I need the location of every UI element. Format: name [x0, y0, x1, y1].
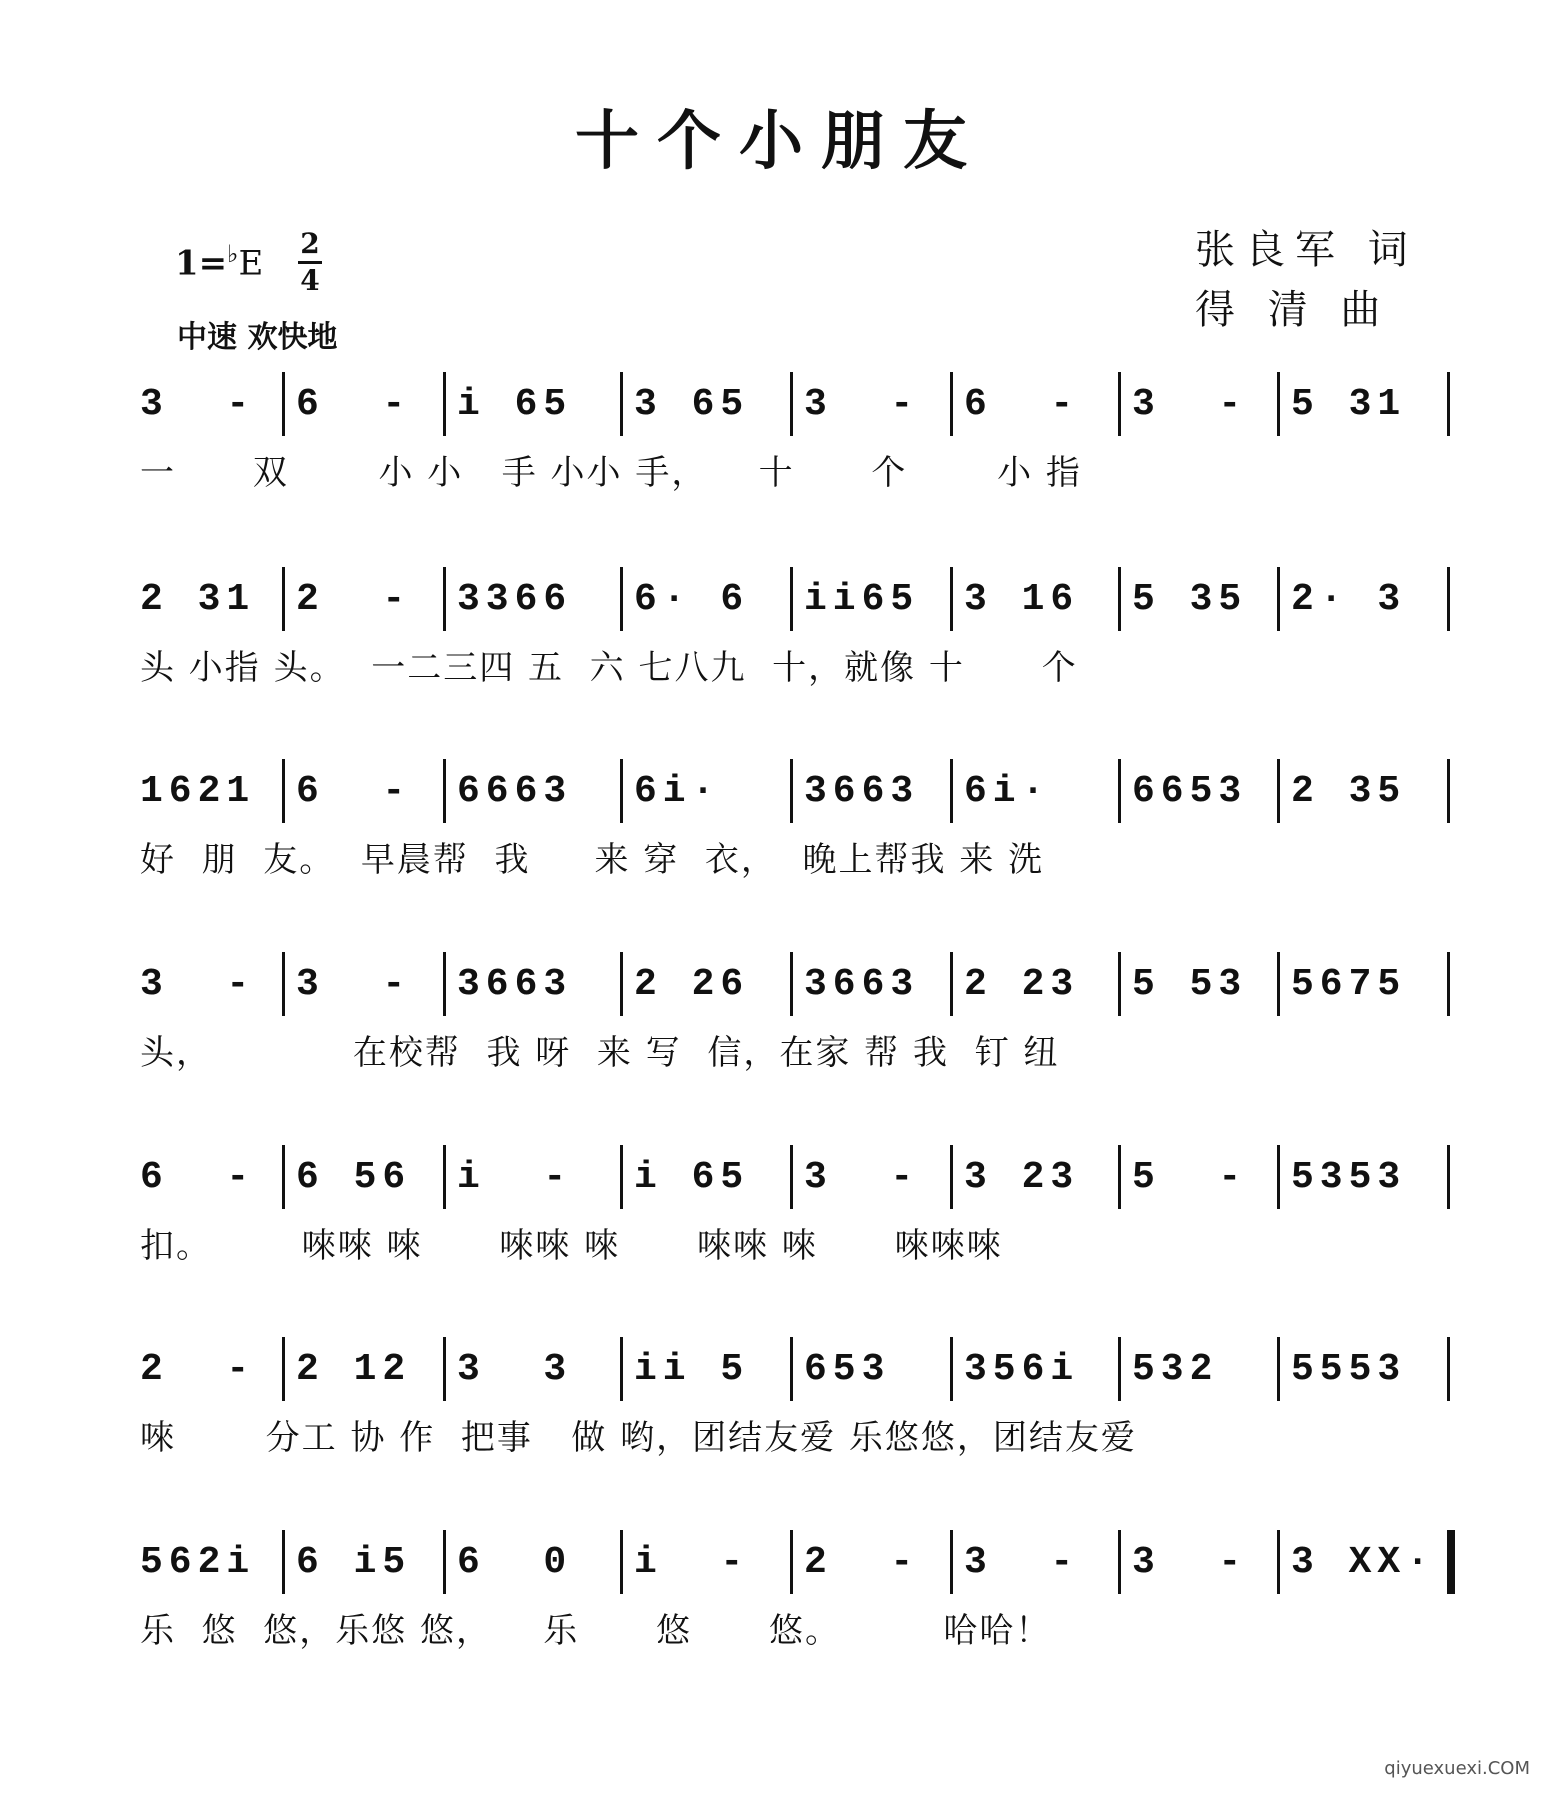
measure [457, 1143, 572, 1213]
barline [1277, 1530, 1280, 1594]
measure-notes: 1621 [140, 770, 256, 813]
barline [790, 372, 793, 436]
measure-notes: 3 XX· [1291, 1541, 1436, 1584]
measure [1291, 1528, 1435, 1598]
measure-notes: 562i [140, 1541, 256, 1584]
measure-notes: 3 - [296, 963, 412, 1006]
barline [790, 1145, 793, 1209]
notation-row [0, 565, 1560, 635]
measure-notes: 6 - [296, 770, 412, 813]
measure-notes: 2· 3 [1291, 578, 1407, 621]
watermark: qiyuexuexi.COM [1384, 1758, 1530, 1779]
barline [1118, 759, 1121, 823]
flat-sign: ♭ [227, 240, 239, 268]
measure-notes: i - [457, 1156, 573, 1199]
measure-notes: 6 0 [457, 1541, 573, 1584]
measure [1291, 1335, 1406, 1405]
measure [296, 1335, 411, 1405]
measure-notes: 2 - [804, 1541, 920, 1584]
lyrics-row [0, 835, 1560, 885]
lyrics-line: 好 朋 友。 早晨帮 我 来 穿 衣， 晚上帮我 来 洗 [140, 840, 1045, 880]
barline [282, 372, 285, 436]
barline [1118, 1530, 1121, 1594]
measure-notes: i 65 [457, 383, 573, 426]
barline [1447, 372, 1450, 436]
measure-notes: 3 - [140, 383, 256, 426]
measure [1291, 1143, 1406, 1213]
measure [457, 1528, 572, 1598]
measure [964, 370, 1079, 440]
measure-notes: 2 12 [296, 1348, 412, 1391]
measure-notes: 5675 [1291, 963, 1407, 1006]
measure [1291, 565, 1406, 635]
measure-notes: 6 - [140, 1156, 256, 1199]
notation-row [0, 757, 1560, 827]
measure [140, 1335, 255, 1405]
barline [1447, 1145, 1450, 1209]
barline [1447, 759, 1450, 823]
notation-row [0, 1528, 1560, 1598]
lyrics-line: 头 小指 头。 一二三四 五 六 七八九 十，就像 十 个 [140, 648, 1078, 688]
lyrics-line: 唻 分工 协 作 把事 做 哟，团结友爱 乐悠悠，团结友爱 [140, 1418, 1137, 1458]
barline [950, 1530, 953, 1594]
barline [950, 1145, 953, 1209]
barline [950, 372, 953, 436]
measure [296, 1528, 411, 1598]
measure [296, 757, 411, 827]
measure [804, 1143, 919, 1213]
barline [790, 1530, 793, 1594]
barline [282, 1337, 285, 1401]
measure [804, 757, 919, 827]
barline [1447, 1337, 1450, 1401]
measure [457, 757, 572, 827]
measure-notes: 5553 [1291, 1348, 1407, 1391]
barline [282, 952, 285, 1016]
barline [282, 759, 285, 823]
time-signature [298, 228, 322, 297]
measure [1132, 757, 1247, 827]
measure-notes: ii 5 [634, 1348, 750, 1391]
barline [620, 567, 623, 631]
measure [964, 950, 1079, 1020]
measure [804, 1528, 919, 1598]
measure [457, 565, 572, 635]
measure [964, 1143, 1079, 1213]
notation-row [0, 1143, 1560, 1213]
barline [1447, 1530, 1455, 1594]
measure [634, 1143, 749, 1213]
measure-notes: 3 65 [634, 383, 750, 426]
measure-notes: i - [634, 1541, 750, 1584]
measure-notes: 3 3 [457, 1348, 573, 1391]
measure [1132, 565, 1247, 635]
barline [1118, 372, 1121, 436]
barline [1277, 759, 1280, 823]
measure-notes: 3 23 [964, 1156, 1080, 1199]
barline [443, 1145, 446, 1209]
time-top: 2 [300, 227, 320, 260]
barline [620, 952, 623, 1016]
measure [804, 565, 919, 635]
measure [634, 565, 749, 635]
measure [296, 370, 411, 440]
barline [1277, 952, 1280, 1016]
barline [282, 1530, 285, 1594]
measure-notes: 6i· [964, 770, 1051, 813]
barline [443, 1337, 446, 1401]
measure [1132, 1528, 1247, 1598]
measure-notes: 5 - [1132, 1156, 1248, 1199]
measure [140, 370, 255, 440]
measure-notes: 3 - [1132, 1541, 1248, 1584]
measure-notes: 6 56 [296, 1156, 412, 1199]
barline [950, 567, 953, 631]
composer-credit: 得 清 曲 [1195, 287, 1391, 333]
lyrics-line: 一 双 小 小 手 小小 手， 十 个 小 指 [140, 453, 1082, 493]
measure-notes: 5 31 [1291, 383, 1407, 426]
measure-notes: 6 - [964, 383, 1080, 426]
barline [443, 567, 446, 631]
measure-notes: 2 23 [964, 963, 1080, 1006]
measure [1291, 370, 1406, 440]
notation-row [0, 950, 1560, 1020]
measure [1132, 950, 1247, 1020]
measure-notes: 3 - [804, 383, 920, 426]
measure-notes: 2 26 [634, 963, 750, 1006]
lyrics-row [0, 643, 1560, 693]
measure-notes: 5 35 [1132, 578, 1248, 621]
measure-notes: ii65 [804, 578, 920, 621]
measure-notes: 6 i5 [296, 1541, 412, 1584]
barline [443, 759, 446, 823]
barline [443, 1530, 446, 1594]
measure-notes: 2 35 [1291, 770, 1407, 813]
measure [964, 757, 1050, 827]
barline [950, 759, 953, 823]
lyrics-row [0, 1221, 1560, 1271]
measure-notes: 5 53 [1132, 963, 1248, 1006]
measure-notes: 532 [1132, 1348, 1219, 1391]
measure [140, 950, 255, 1020]
notation-row [0, 1335, 1560, 1405]
measure-notes: 3 - [1132, 383, 1248, 426]
measure [140, 757, 255, 827]
barline [1447, 567, 1450, 631]
barline [1118, 952, 1121, 1016]
barline [1277, 1337, 1280, 1401]
measure-notes: 3 - [140, 963, 256, 1006]
measure [964, 1335, 1079, 1405]
measure [634, 1528, 749, 1598]
barline [620, 372, 623, 436]
measure-notes: 2 - [296, 578, 412, 621]
song-title: 十个小朋友 [575, 104, 985, 179]
barline [790, 1337, 793, 1401]
measure [296, 1143, 411, 1213]
measure [1132, 1143, 1247, 1213]
measure-notes: 3 - [964, 1541, 1080, 1584]
measure [140, 1143, 255, 1213]
key-letter: E [238, 243, 264, 284]
measure-notes: 3663 [804, 770, 920, 813]
measure [634, 1335, 749, 1405]
measure [457, 950, 572, 1020]
measure-notes: 6 - [296, 383, 412, 426]
measure [634, 757, 720, 827]
measure [634, 950, 749, 1020]
measure [964, 1528, 1079, 1598]
lyrics-row [0, 448, 1560, 498]
lyrics-line: 头， 在校帮 我 呀 来 写 信，在家 帮 我 钉 纽 [140, 1033, 1060, 1073]
measure [804, 370, 919, 440]
measure-notes: 3663 [457, 963, 573, 1006]
measure-notes: 3 - [804, 1156, 920, 1199]
barline [1277, 567, 1280, 631]
measure [457, 1335, 572, 1405]
barline [1118, 1145, 1121, 1209]
measure [634, 370, 749, 440]
barline [620, 1145, 623, 1209]
measure-notes: 3366 [457, 578, 573, 621]
measure [296, 950, 411, 1020]
lyrics-row [0, 1606, 1560, 1656]
key-signature [175, 240, 263, 283]
measure [1291, 950, 1406, 1020]
measure-notes: 6i· [634, 770, 721, 813]
measure-notes: 356i [964, 1348, 1080, 1391]
barline [620, 759, 623, 823]
barline [1118, 1337, 1121, 1401]
measure-notes: 3663 [804, 963, 920, 1006]
measure [1132, 370, 1247, 440]
key-label: 1= [175, 243, 228, 284]
barline [790, 759, 793, 823]
lyrics-line: 乐 悠 悠，乐悠 悠， 乐 悠 悠。 哈哈！ [140, 1611, 1052, 1651]
barline [950, 952, 953, 1016]
lyrics-row [0, 1028, 1560, 1078]
notation-row [0, 370, 1560, 440]
measure [1132, 1335, 1218, 1405]
barline [443, 372, 446, 436]
measure [804, 1335, 890, 1405]
barline [443, 952, 446, 1016]
barline [1277, 1145, 1280, 1209]
time-bottom: 4 [300, 264, 320, 297]
barline [282, 1145, 285, 1209]
barline [282, 567, 285, 631]
measure-notes: 5353 [1291, 1156, 1407, 1199]
measure [804, 950, 919, 1020]
barline [1118, 567, 1121, 631]
barline [1447, 952, 1450, 1016]
measure [296, 565, 411, 635]
measure-notes: 2 31 [140, 578, 256, 621]
tempo-marking: 中速 欢快地 [177, 320, 338, 355]
measure-notes: 6· 6 [634, 578, 750, 621]
measure-notes: i 65 [634, 1156, 750, 1199]
measure [140, 565, 255, 635]
lyrics-row [0, 1413, 1560, 1463]
measure-notes: 6653 [1132, 770, 1248, 813]
barline [950, 1337, 953, 1401]
measure [457, 370, 572, 440]
measure [140, 1528, 255, 1598]
lyrics-line: 扣。 唻唻 唻 唻唻 唻 唻唻 唻 唻唻唻 [140, 1226, 1003, 1266]
barline [1277, 372, 1280, 436]
measure-notes: 3 16 [964, 578, 1080, 621]
barline [790, 567, 793, 631]
measure-notes: 2 - [140, 1348, 256, 1391]
lyricist-credit: 张良军 词 [1195, 227, 1418, 273]
barline [620, 1530, 623, 1594]
measure-notes: 653 [804, 1348, 891, 1391]
measure [1291, 757, 1406, 827]
barline [790, 952, 793, 1016]
measure-notes: 6663 [457, 770, 573, 813]
measure [964, 565, 1079, 635]
barline [620, 1337, 623, 1401]
